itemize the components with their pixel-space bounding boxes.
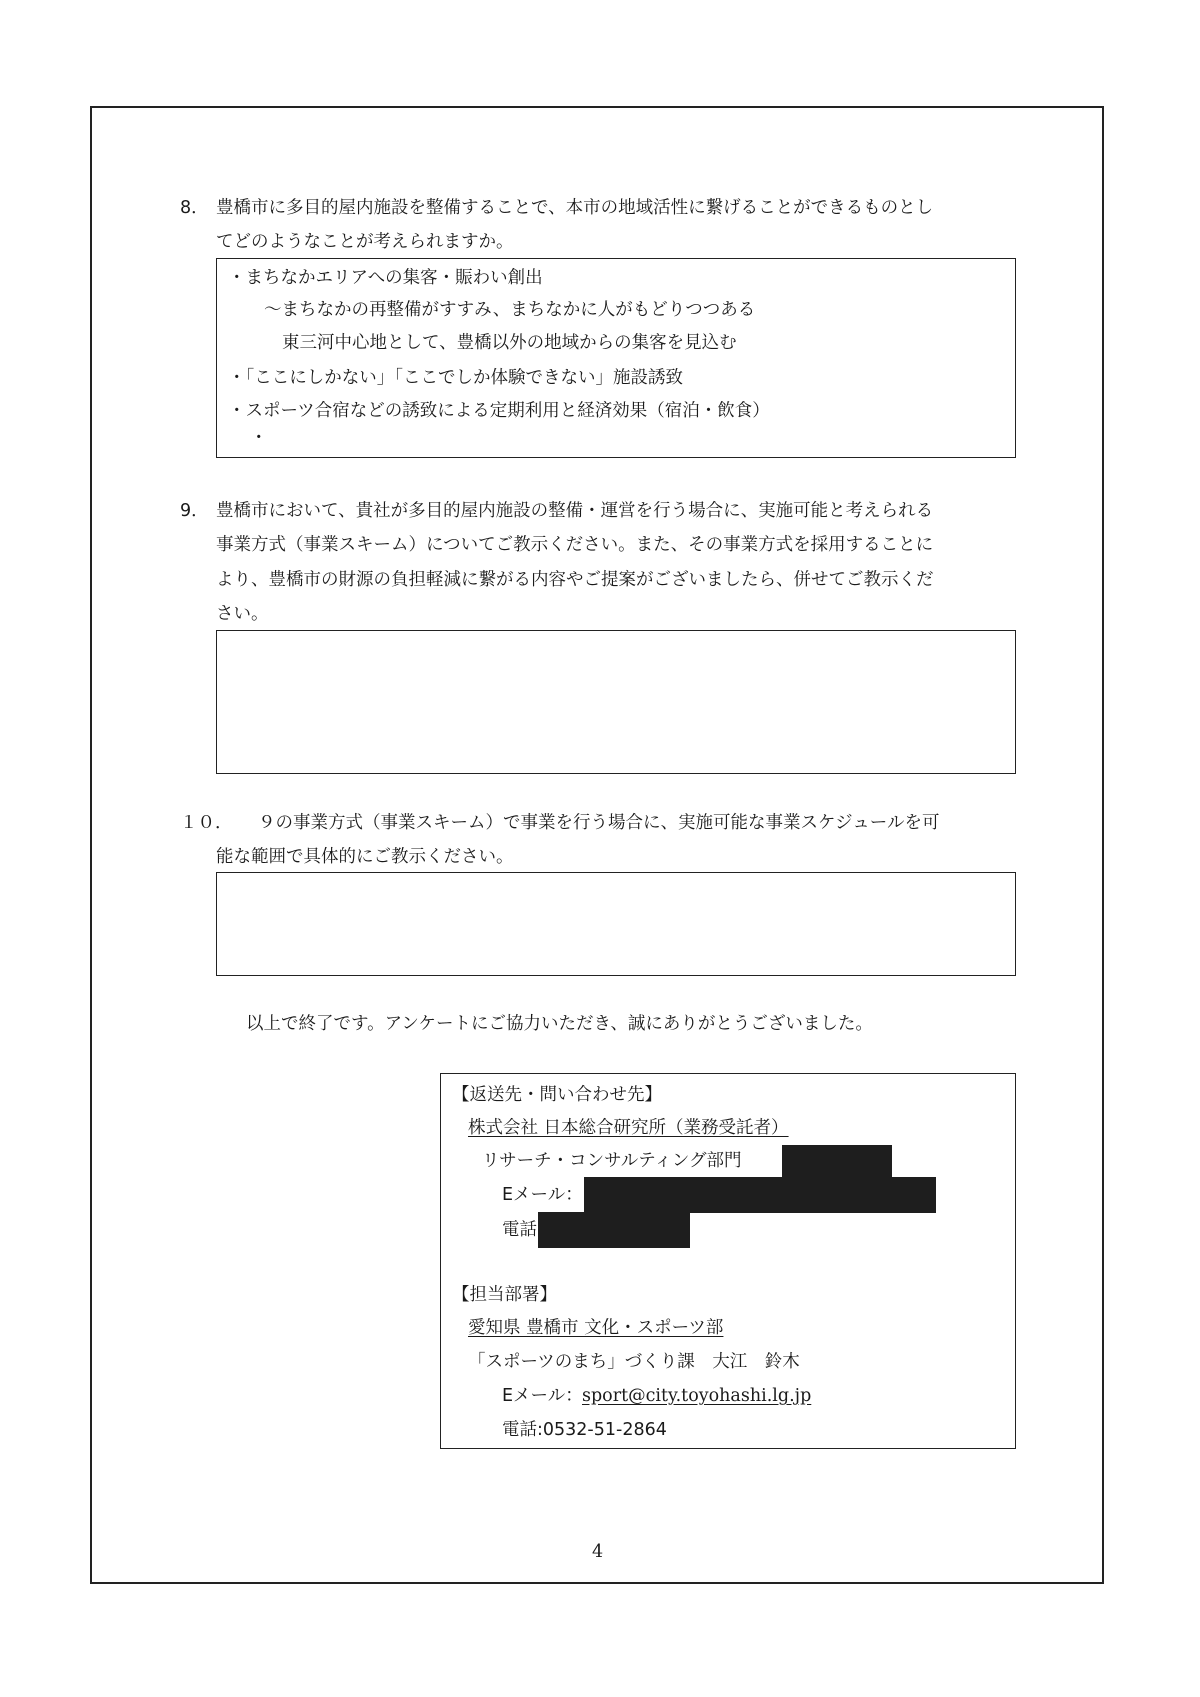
section-heading: 【担当部署】: [452, 1285, 557, 1305]
division-name: 「スポーツのまち」づくり課 大江 鈴木: [468, 1352, 800, 1372]
q8-text-line-2: てどのようなことが考えられますか。: [216, 232, 514, 252]
redaction-block: [584, 1177, 936, 1213]
q9-answer-box[interactable]: [216, 630, 1016, 774]
closing-message: 以上で終了です。アンケートにご協力いただき、誠にありがとうございました。: [246, 1014, 873, 1034]
contact-phone-label: 電話: [502, 1220, 537, 1240]
q8-answer-line: ・スポーツ合宿などの誘致による定期利用と経済効果（宿泊・飲食）: [228, 401, 770, 421]
q8-answer-line: ・まちなかエリアへの集客・賑わい創出: [228, 268, 543, 288]
org-email-link[interactable]: sport@city.toyohashi.lg.jp: [582, 1386, 812, 1406]
q9-text-line-2: 事業方式（事業スキーム）についてご教示ください。また、その事業方式を採用することに: [216, 535, 934, 555]
org-phone: 電話:0532-51-2864: [502, 1420, 667, 1440]
q10-text-line-1: ９の事業方式（事業スキーム）で事業を行う場合に、実施可能な事業スケジュールを可: [258, 813, 940, 833]
q8-answer-line: ・: [250, 428, 268, 448]
page-number: 4: [592, 1542, 604, 1562]
org-name: 愛知県 豊橋市 文化・スポーツ部: [468, 1318, 724, 1338]
q8-number: 8．: [180, 198, 209, 218]
q8-answer-line: 〜まちなかの再整備がすすみ、まちなかに人がもどりつつある: [264, 300, 756, 320]
contact-company: 株式会社 日本総合研究所（業務受託者）: [468, 1118, 789, 1138]
q9-text-line-4: さい。: [216, 604, 269, 624]
q8-answer-line: ・「ここにしかない」「ここでしか体験できない」施設誘致: [228, 368, 683, 388]
q10-number: １０．: [180, 813, 233, 833]
contact-dept: リサーチ・コンサルティング部門: [482, 1151, 742, 1171]
contact-heading: 【返送先・問い合わせ先】: [452, 1085, 662, 1105]
q9-text-line-3: より、豊橋市の財源の負担軽減に繋がる内容やご提案がございましたら、併せてご教示くだ: [216, 570, 934, 590]
q8-text-line-1: 豊橋市に多目的屋内施設を整備することで、本市の地域活性に繋げることができるものとし: [216, 198, 934, 218]
redaction-block: [782, 1145, 892, 1177]
q9-text-line-1: 豊橋市において、貴社が多目的屋内施設の整備・運営を行う場合に、実施可能と考えられる: [216, 501, 934, 521]
q8-answer-line: 東三河中心地として、豊橋以外の地域からの集客を見込む: [282, 333, 737, 353]
contact-email-label: Eメール：: [502, 1185, 583, 1205]
redaction-block: [538, 1212, 690, 1248]
q9-number: 9．: [180, 501, 209, 521]
q10-answer-box[interactable]: [216, 872, 1016, 976]
q10-text-line-2: 能な範囲で具体的にご教示ください。: [216, 847, 514, 867]
org-email-label: Eメール：: [502, 1386, 583, 1406]
